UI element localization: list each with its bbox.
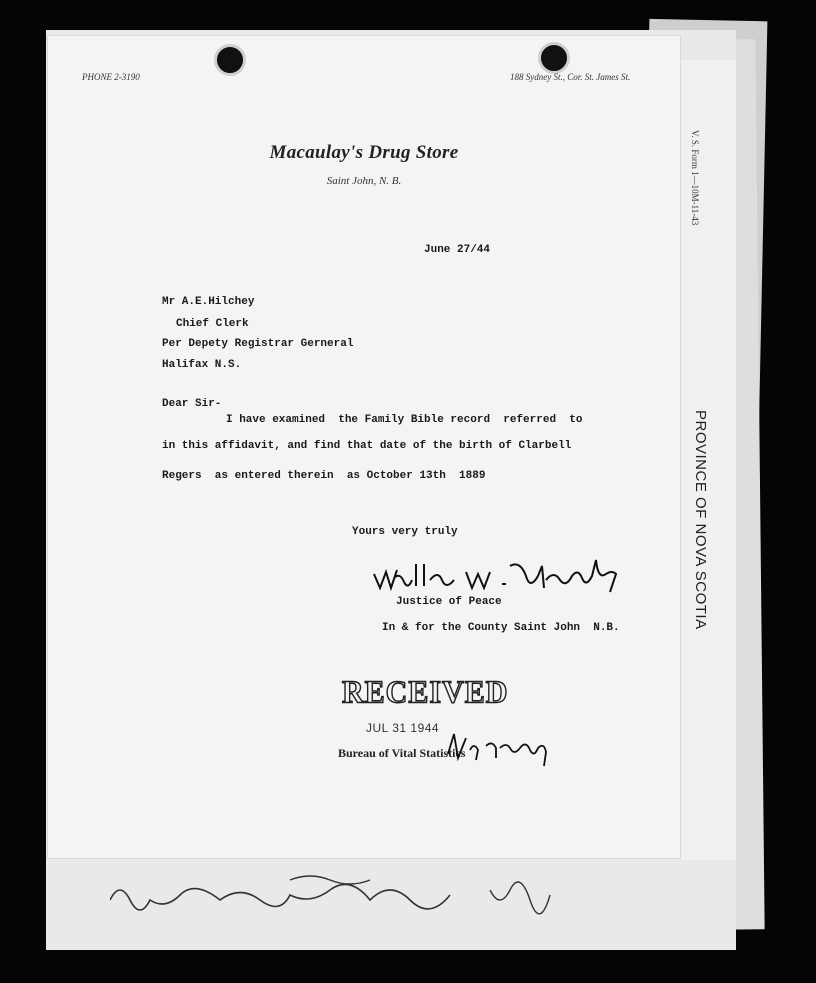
letter-date: June 27/44 [424, 244, 491, 256]
punch-hole-left [214, 44, 246, 76]
handwritten-signature [370, 554, 630, 600]
form-number: V. S. Form 1—10M-11-43 [690, 130, 700, 226]
recipient-line-4: Halifax N.S. [162, 359, 242, 371]
letterhead-phone: PHONE 2-3190 [82, 72, 140, 82]
body-line-3: Regers as entered therein as October 13th 1889 [162, 470, 486, 482]
stamp-date: JUL 31 1944 [366, 721, 440, 735]
recipient-line-2: Chief Clerk [176, 318, 249, 330]
recipient-line-3: Per Depety Registrar Gerneral [162, 338, 354, 350]
signature-jurisdiction: In & for the County Saint John N.B. [382, 622, 620, 634]
signature-title: Justice of Peace [396, 596, 502, 608]
body-line-2: in this affidavit, and find that date of the birth of Clarbell [162, 440, 572, 452]
stamp-bureau: Bureau of Vital Statistics [338, 746, 466, 760]
salutation: Dear Sir- [162, 398, 222, 410]
punch-hole-right [538, 42, 570, 74]
recipient-line-1: Mr A.E.Hilchey [162, 296, 255, 308]
store-location: Saint John, N. B. [326, 175, 402, 187]
letter-page [48, 36, 680, 858]
body-line-1: I have examined the Family Bible record referred to [226, 414, 583, 426]
handwriting-scrawl [110, 870, 610, 930]
store-name: Macaulay's Drug Store [269, 142, 459, 163]
letterhead-address: 188 Sydney St., Cor. St. James St. [510, 72, 631, 82]
handwritten-initials [444, 726, 554, 768]
province-heading: PROVINCE OF NOVA SCOTIA [692, 410, 709, 630]
received-stamp: RECEIVED [342, 675, 509, 710]
closing: Yours very truly [352, 526, 458, 538]
